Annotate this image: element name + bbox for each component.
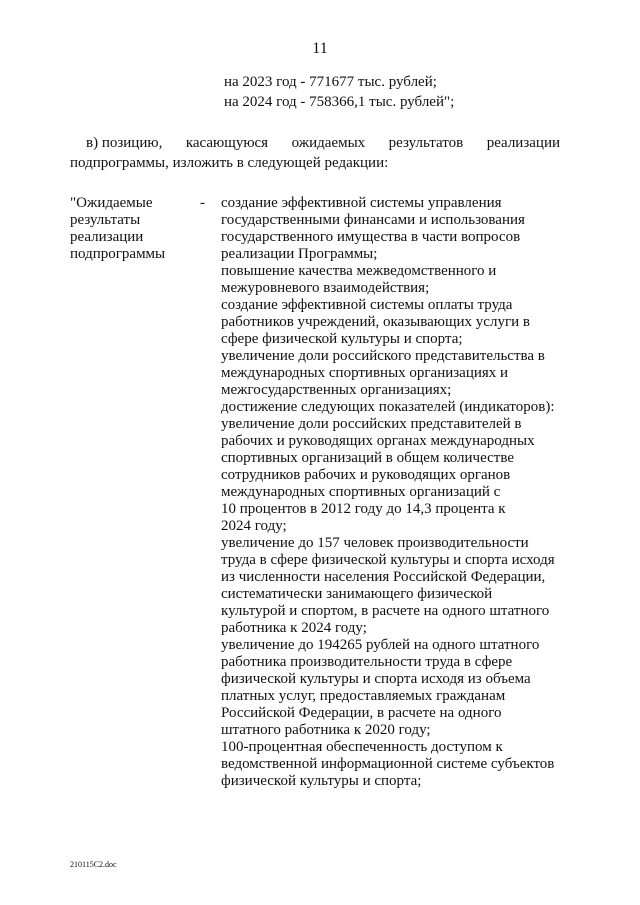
content-line: культурой и спортом, в расчете на одного штатного bbox=[221, 603, 550, 619]
table-label bbox=[70, 195, 195, 263]
budget-2023-line: на 2023 год - 771677 тыс. рублей; bbox=[224, 74, 437, 90]
content-line: сотрудников рабочих и руководящих органов bbox=[221, 467, 511, 483]
content-line: увеличение до 194265 рублей на одного штатного bbox=[221, 637, 540, 653]
intro-word: в) позицию, bbox=[86, 135, 163, 151]
content-line: из численности населения Российской Федерации, bbox=[221, 569, 546, 585]
content-line: труда в сфере физической культуры и спорта исходя bbox=[221, 552, 555, 568]
content-line: платных услуг, предоставляемых гражданам bbox=[221, 688, 506, 704]
footer-filename: 210115C2.doc bbox=[70, 860, 117, 869]
content-line: международных спортивных организациях и bbox=[221, 365, 509, 381]
content-line: межуровневого взаимодействия; bbox=[221, 280, 430, 296]
content-line: физической культуры и спорта; bbox=[221, 773, 422, 789]
content-line: межгосударственных организациях; bbox=[221, 382, 452, 398]
label-line: реализации bbox=[70, 229, 144, 245]
content-line: физической культуры и спорта исходя из объема bbox=[221, 671, 531, 687]
intro-second-line: подпрограммы, изложить в следующей редакции: bbox=[70, 155, 389, 171]
content-line: создание эффективной системы оплаты труда bbox=[221, 297, 513, 313]
label-line: результаты bbox=[70, 212, 141, 228]
content-line: систематически занимающего физической bbox=[221, 586, 493, 602]
budget-2024-line: на 2024 год - 758366,1 тыс. рублей"; bbox=[224, 94, 455, 110]
content-line: работников учреждений, оказывающих услуги в bbox=[221, 314, 530, 330]
content-line: спортивных организаций в общем количестве bbox=[221, 450, 514, 466]
label-line: "Ожидаемые bbox=[70, 195, 153, 211]
content-line: увеличение до 157 человек производительности bbox=[221, 535, 529, 551]
intro-word: реализации bbox=[486, 135, 560, 151]
page-number: 11 bbox=[312, 40, 328, 57]
content-line: 10 процентов в 2012 году до 14,3 процента к bbox=[221, 501, 506, 517]
content-line: работника к 2024 году; bbox=[221, 620, 367, 636]
content-line: штатного работника к 2020 году; bbox=[221, 722, 431, 738]
intro-paragraph bbox=[70, 133, 560, 173]
content-line: 2024 году; bbox=[221, 518, 287, 534]
intro-word: результатов bbox=[388, 135, 464, 151]
intro-word: касающуюся bbox=[185, 135, 269, 151]
content-line: повышение качества межведомственного и bbox=[221, 263, 497, 279]
content-line: достижение следующих показателей (индикаторов): bbox=[221, 399, 555, 415]
table-dash: - bbox=[200, 195, 205, 211]
intro-word: ожидаемых bbox=[291, 135, 366, 151]
label-line: подпрограммы bbox=[70, 246, 166, 262]
content-line: государственного имущества в части вопросов bbox=[221, 229, 521, 245]
content-line: сфере физической культуры и спорта; bbox=[221, 331, 463, 347]
content-line: ведомственной информационной системе субъектов bbox=[221, 756, 555, 772]
table-content bbox=[221, 195, 571, 790]
budget-lines bbox=[224, 72, 454, 112]
content-line: международных спортивных организаций с bbox=[221, 484, 501, 500]
content-line: Российской Федерации, в расчете на одного bbox=[221, 705, 502, 721]
content-line: 100-процентная обеспеченность доступом к bbox=[221, 739, 503, 755]
content-line: государственными финансами и использования bbox=[221, 212, 525, 228]
content-line: увеличение доли российского представительства в bbox=[221, 348, 545, 364]
content-line: рабочих и руководящих органах международных bbox=[221, 433, 535, 449]
content-line: создание эффективной системы управления bbox=[221, 195, 502, 211]
content-line: реализации Программы; bbox=[221, 246, 378, 262]
intro-first-line bbox=[70, 133, 560, 153]
content-line: увеличение доли российских представителей в bbox=[221, 416, 522, 432]
content-line: работника производительности труда в сфере bbox=[221, 654, 513, 670]
